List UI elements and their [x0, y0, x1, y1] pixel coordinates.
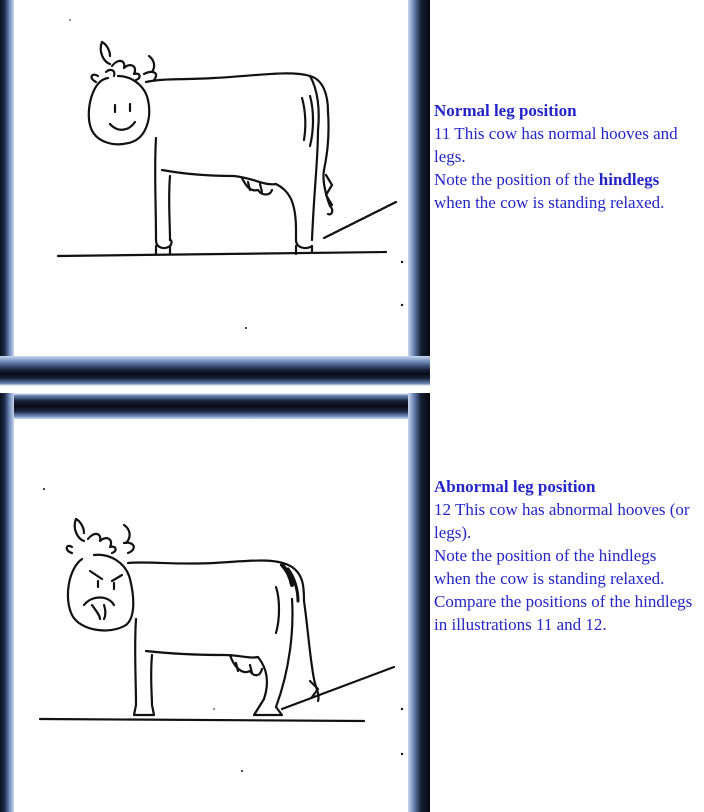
cow-illustration-abnormal	[14, 419, 408, 812]
illustration-frame-11	[0, 0, 430, 386]
caption-heading: Normal leg position	[434, 101, 577, 120]
note-suffix: when the cow is standing relaxed.	[434, 193, 665, 212]
caption-illustration-11	[434, 99, 696, 214]
pointer-line	[324, 202, 396, 238]
cow-head	[89, 76, 149, 144]
cow-smile	[110, 122, 135, 130]
caption-illustration-12	[434, 475, 696, 636]
frame-border-bottom	[0, 356, 430, 386]
cow-illustration-normal	[14, 0, 408, 356]
frame-border-left	[0, 0, 14, 386]
note-prefix: Note the position of the	[434, 170, 599, 189]
caption-line: 12 This cow has abnormal hooves (or legs).	[434, 500, 690, 542]
pointer-line	[282, 667, 394, 709]
cow-back	[146, 73, 328, 112]
cow-drawing-abnormal	[14, 419, 408, 812]
note-emphasis: hindlegs	[598, 170, 660, 189]
caption-note	[434, 168, 696, 214]
frame-border-right	[408, 393, 430, 812]
cow-drawing-normal	[14, 0, 408, 356]
ground-line	[58, 252, 386, 256]
caption-compare: Compare the positions of the hindlegs in illustrations 11 and 12.	[434, 592, 693, 634]
frame-border-top	[0, 393, 430, 419]
illustration-frame-12	[0, 393, 430, 812]
ground-line	[40, 719, 364, 721]
caption-heading: Abnormal leg position	[434, 477, 596, 496]
frame-border-left	[0, 393, 14, 812]
caption-note: Note the position of the hindlegs when the cow is standing relaxed.	[434, 546, 665, 588]
caption-line: 11 This cow has normal hooves and legs.	[434, 124, 678, 166]
frame-border-right	[408, 0, 430, 386]
